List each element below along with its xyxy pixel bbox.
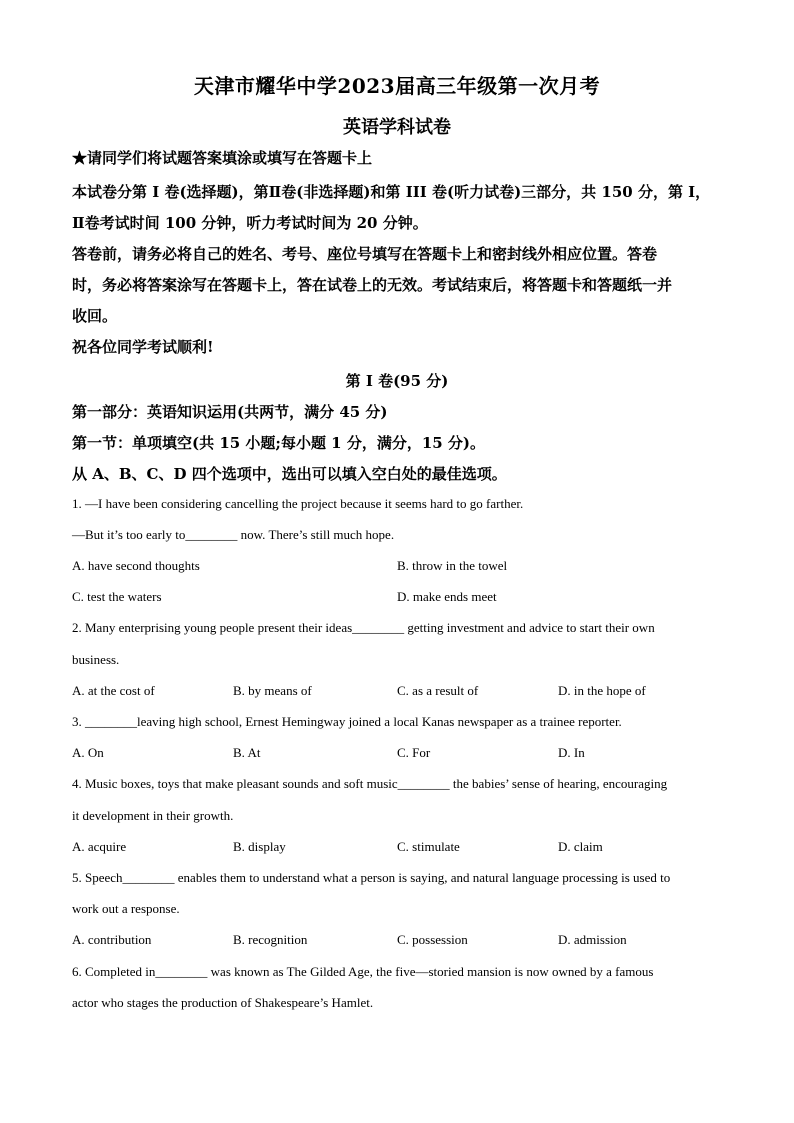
- question-2-option-a: A. at the cost of: [72, 683, 155, 698]
- question-4-option-c: C. stimulate: [397, 839, 460, 854]
- wish-line: 祝各位同学考试顺利!: [72, 338, 214, 356]
- question-2-option-b: B. by means of: [233, 683, 312, 698]
- intro-line-2: Ⅱ卷考试时间 100 分钟，听力考试时间为 20 分钟。: [72, 214, 428, 232]
- question-5-option-c: C. possession: [397, 932, 468, 947]
- question-4-option-b: B. display: [233, 839, 286, 854]
- section-heading: 第一节：单项填空(共 15 小题;每小题 1 分，满分，15 分)。: [72, 434, 486, 452]
- intro-line-1: 本试卷分第 I 卷(选择题)，第Ⅱ卷(非选择题)和第 III 卷(听力试卷)三部分，共 150 分，第 I，: [72, 183, 711, 201]
- question-3-option-d: D. In: [558, 745, 585, 760]
- question-2-line-1: 2. Many enterprising young people present their ideas________ getting investment and advice to start their own: [72, 620, 655, 635]
- question-6-line-1: 6. Completed in________ was known as The Gilded Age, the five—storied mansion is now owned by a famous: [72, 964, 654, 979]
- intro-line-5: 收回。: [72, 307, 118, 325]
- question-5-option-a: A. contribution: [72, 932, 152, 947]
- question-5-line-1: 5. Speech________ enables them to understand what a person is saying, and natural language processing is used to: [72, 870, 671, 885]
- exam-title: 天津市耀华中学2023届高三年级第一次月考: [193, 74, 601, 98]
- intro-line-3: 答卷前，请务必将自己的姓名、考号、座位号填写在答题卡上和密封线外相应位置。答卷: [72, 245, 658, 263]
- question-4-line-1: 4. Music boxes, toys that make pleasant sounds and soft music________ the babies’ sense of hearing, encouraging: [72, 776, 668, 791]
- question-4-option-d: D. claim: [558, 839, 603, 854]
- question-1-line-1: 1. —I have been considering cancelling the project because it seems hard to go farther.: [72, 496, 524, 511]
- question-3-option-c: C. For: [397, 745, 431, 760]
- question-1-option-c: C. test the waters: [72, 589, 162, 604]
- question-6-line-2: actor who stages the production of Shakespeare’s Hamlet.: [72, 995, 374, 1010]
- part-heading: 第一部分：英语知识运用(共两节，满分 45 分): [72, 403, 388, 421]
- question-4-line-2: it development in their growth.: [72, 808, 234, 823]
- notice-line: ★请同学们将试题答案填涂或填写在答题卡上: [72, 149, 373, 167]
- intro-line-4: 时，务必将答案涂写在答题卡上，答在试卷上的无效。考试结束后，将答题卡和答题纸一并: [72, 276, 673, 294]
- instruction-line: 从 A、B、C、D 四个选项中，选出可以填入空白处的最佳选项。: [72, 465, 507, 483]
- question-5-line-2: work out a response.: [72, 901, 180, 916]
- question-3-line-1: 3. ________leaving high school, Ernest Hemingway joined a local Kanas newspaper as a trainee reporter.: [72, 714, 622, 729]
- question-5-option-b: B. recognition: [233, 932, 308, 947]
- question-2-option-c: C. as a result of: [397, 683, 479, 698]
- question-2-option-d: D. in the hope of: [558, 683, 646, 698]
- question-3-option-a: A. On: [72, 745, 104, 760]
- question-2-line-2: business.: [72, 652, 120, 667]
- question-1-line-2: —But it’s too early to________ now. There’s still much hope.: [72, 527, 395, 542]
- volume-heading: 第 I 卷(95 分): [345, 372, 449, 390]
- exam-subtitle: 英语学科试卷: [343, 117, 451, 138]
- question-4-option-a: A. acquire: [72, 839, 127, 854]
- question-5-option-d: D. admission: [558, 932, 627, 947]
- question-1-option-b: B. throw in the towel: [397, 558, 508, 573]
- question-1-option-d: D. make ends meet: [397, 589, 497, 604]
- question-1-option-a: A. have second thoughts: [72, 558, 200, 573]
- question-3-option-b: B. At: [233, 745, 261, 760]
